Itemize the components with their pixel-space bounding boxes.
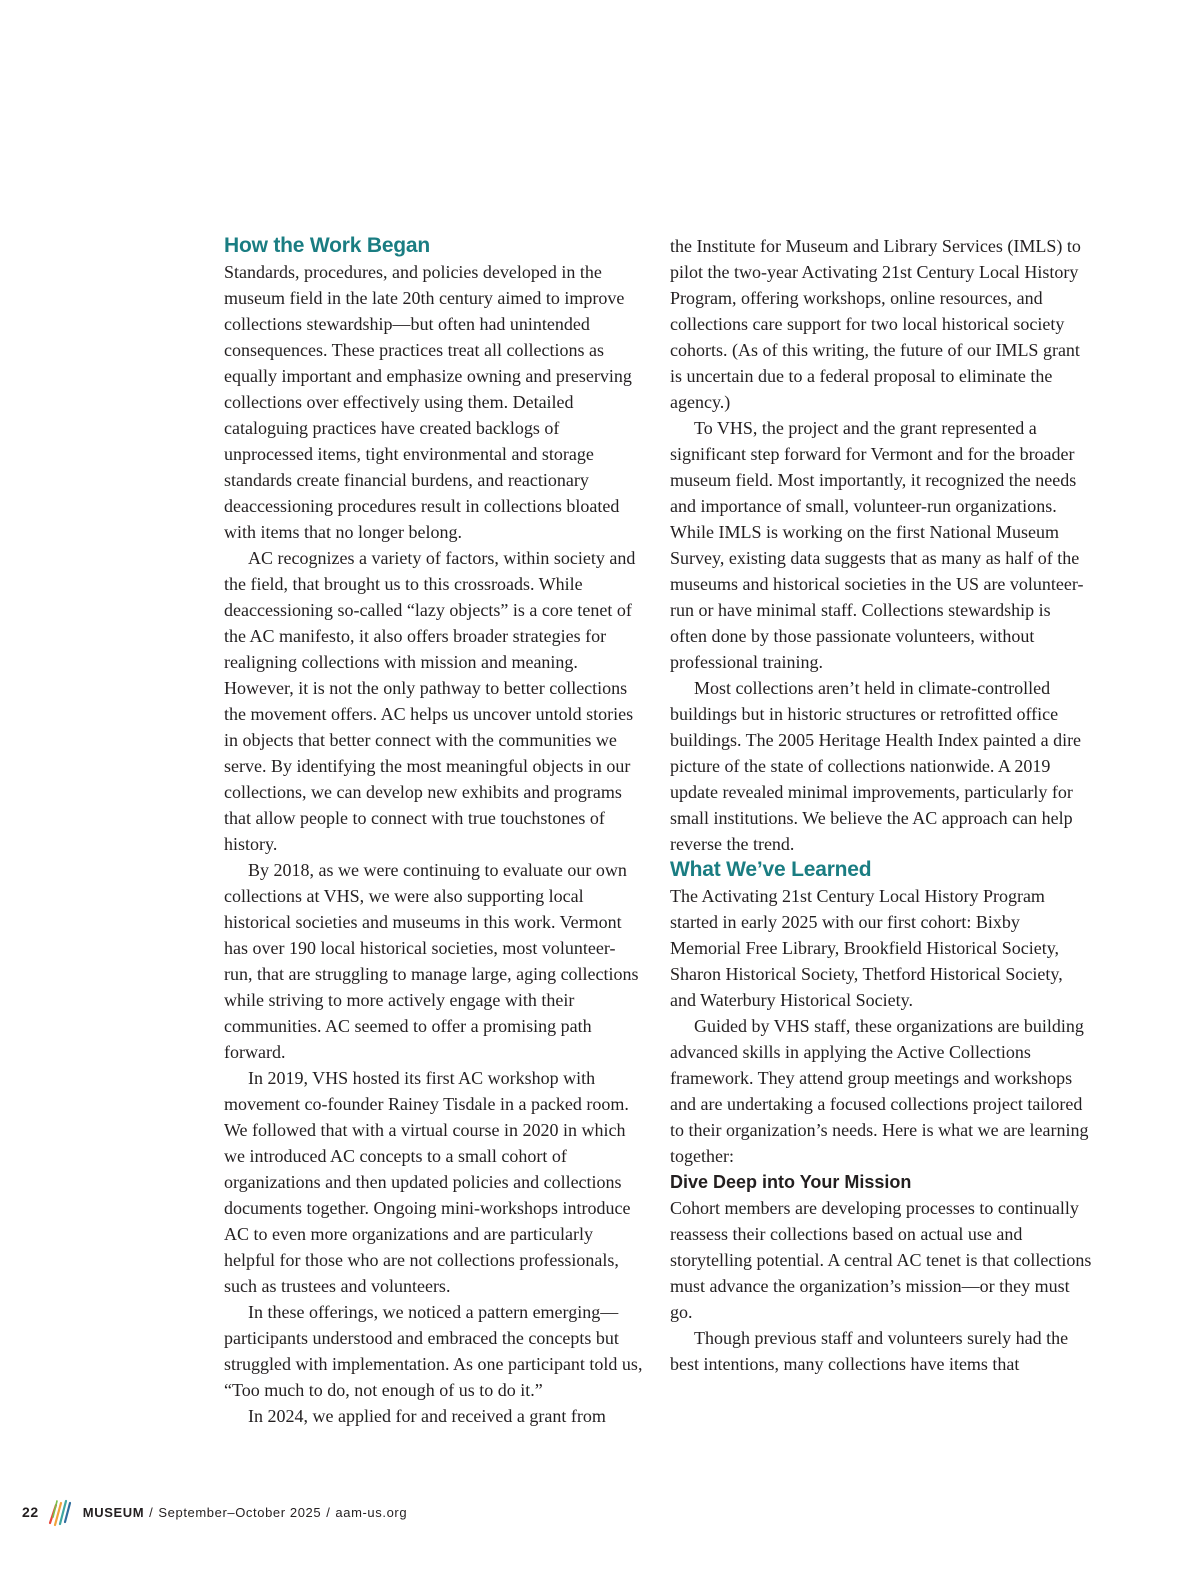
paragraph: the Institute for Museum and Library Services (IMLS) to pilot the two-year Activating 21st Century Local History Program, offering workshops, online resources, and collections care support for two local historical society cohorts. (As of this writing, the future of our IMLS grant is uncertain due to a federal proposal to eliminate the agency.) — [670, 236, 1081, 412]
paragraph: Though previous staff and volunteers surely had the best intentions, many collections have items that — [670, 1328, 1069, 1374]
aam-stripes-logo-icon — [47, 1497, 73, 1527]
subheading-dive-deep: Dive Deep into Your Mission — [670, 1172, 912, 1192]
paragraph: In 2019, VHS hosted its first AC workshop with movement co-founder Rainey Tisdale in a packed room. We followed that with a virtual course in 2020 in which we introduced AC concepts to a small cohort of organizations and then updated policies and collections documents together. Ongoing mini-workshops introduce AC to even more organizations and are particularly helpful for those who are not collections professionals, such as trustees and volunteers. — [224, 1068, 631, 1296]
paragraph: By 2018, as we were continuing to evaluate our own collections at VHS, we were also supporting local historical societies and museums in this work. Vermont has over 190 local historical societies, most volunteer-run, that are struggling to manage large, aging collections while striving to more actively engage with their communities. AC seemed to offer a promising path forward. — [224, 860, 639, 1062]
magazine-name: MUSEUM — [82, 1504, 145, 1520]
paragraph: To VHS, the project and the grant represented a significant step forward for Vermont and for the broader museum field. Most importantly, it recognized the needs and importance of small, volunteer-run organizations. While IMLS is working on the first National Museum Survey, existing data suggests that as many as half of the museums and historical societies in the US are volunteer-run or have minimal staff. Collections stewardship is often done by those passionate volunteers, without professional training. — [670, 418, 1084, 672]
paragraph: Most collections aren’t held in climate-controlled buildings but in historic structures or retrofitted office buildings. The 2005 Heritage Health Index painted a dire picture of the state of collections nationwide. A 2019 update revealed minimal improvements, particularly for small institutions. We believe the AC approach can help reverse the trend. — [670, 678, 1082, 854]
paragraph: The Activating 21st Century Local History Program started in early 2025 with our first cohort: Bixby Memorial Free Library, Brookfield Historical Society, Sharon Historical Society, Thetford Historical Society, and Waterbury Historical Society. — [670, 886, 1063, 1010]
section-heading-how-the-work-began: How the Work Began — [224, 234, 431, 257]
paragraph: In these offerings, we noticed a pattern emerging—participants understood and embraced the concepts but struggled with implementation. As one participant told us, “Too much to do, not enough of us to do it.” — [224, 1302, 643, 1400]
page-footer — [22, 1497, 407, 1527]
paragraph: Standards, procedures, and policies developed in the museum field in the late 20th century aimed to improve collections stewardship—but often had unintended consequences. These practices treat all collections as equally important and emphasize owning and preserving collections over effectively using them. Detailed cataloguing practices have created backlogs of unprocessed items, tight environmental and storage standards create financial burdens, and reactionary deaccessioning procedures result in collections bloated with items that no longer belong. — [224, 262, 632, 542]
page-number: 22 — [22, 1504, 39, 1520]
paragraph: Cohort members are developing processes to continually reassess their collections based on actual use and storytelling potential. A central AC tenet is that collections must advance the organization’s mission—or they must go. — [670, 1198, 1092, 1322]
section-heading-what-weve-learned: What We’ve Learned — [670, 858, 872, 881]
footer-separator: / — [149, 1504, 154, 1520]
right-column — [670, 233, 1092, 1377]
paragraph: AC recognizes a variety of factors, within society and the field, that brought us to this crossroads. While deaccessioning so-called “lazy objects” is a core tenet of the AC manifesto, it also offers broader strategies for realigning collections with mission and meaning. However, it is not the only pathway to better collections the movement offers. AC helps us uncover untold stories in objects that better connect with the communities we serve. By identifying the most meaningful objects in our collections, we can develop new exhibits and programs that allow people to connect with true touchstones of history. — [224, 548, 636, 854]
issue-date: September–October 2025 — [158, 1504, 322, 1520]
website-link[interactable]: aam-us.org — [335, 1504, 408, 1520]
paragraph: Guided by VHS staff, these organizations are building advanced skills in applying the Active Collections framework. They attend group meetings and workshops and are undertaking a focused collections project tailored to their organization’s needs. Here is what we are learning together: — [670, 1016, 1089, 1166]
left-column — [224, 233, 644, 1429]
paragraph: In 2024, we applied for and received a grant from — [248, 1406, 606, 1426]
footer-separator: / — [326, 1504, 331, 1520]
